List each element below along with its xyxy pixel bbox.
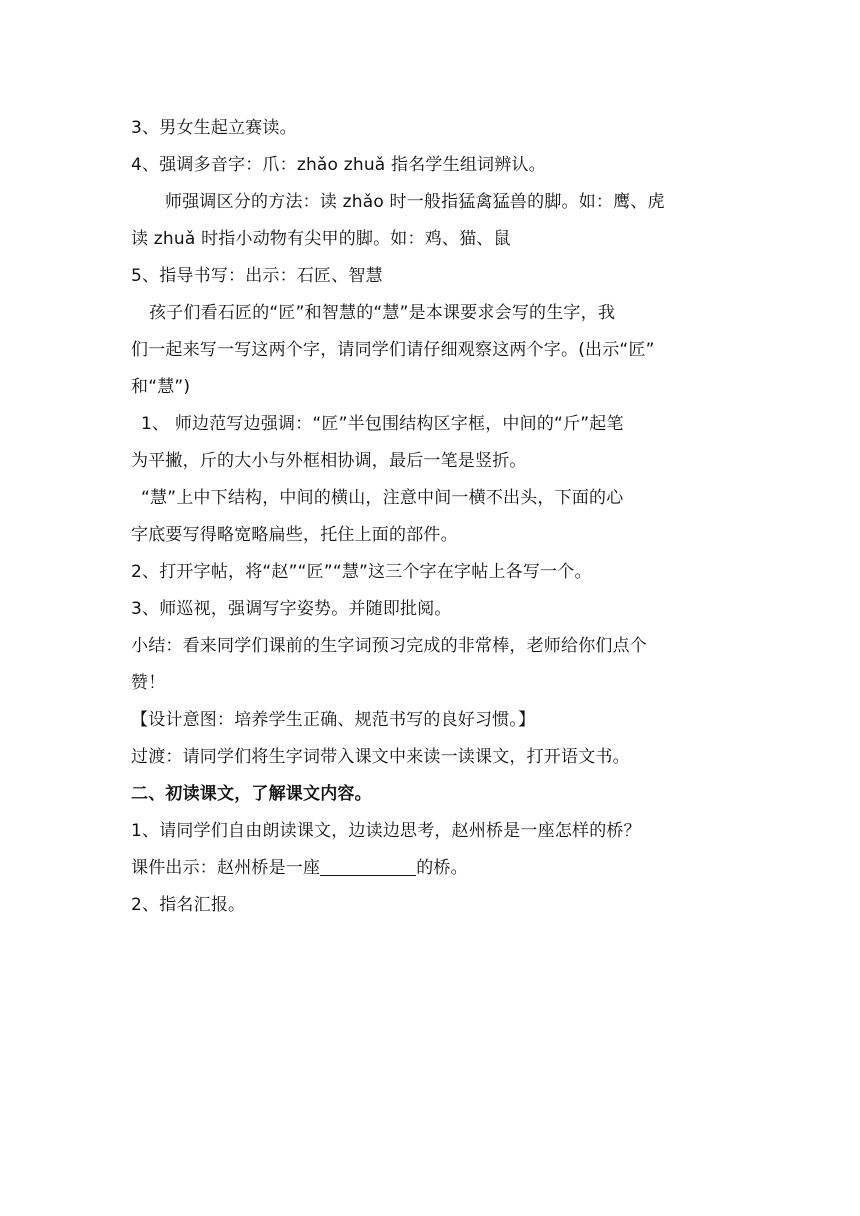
- text-line: 3、师巡视，强调写字姿势。并随即批阅。: [131, 599, 452, 619]
- text-line: 赞！: [131, 673, 166, 693]
- text-line: 小结：看来同学们课前的生字词预习完成的非常棒，老师给你们点个: [131, 636, 647, 656]
- text-line: 1、请同学们自由朗读课文，边读边思考，赵州桥是一座怎样的桥？: [131, 821, 641, 841]
- text-line: 们一起来写一写这两个字，请同学们请仔细观察这两个字。(出示“匠”: [131, 340, 655, 360]
- text-line: “慧”上中下结构，中间的横山，注意中间一横不出头，下面的心: [141, 488, 624, 508]
- text-line: 读 zhuǎ 时指小动物有尖甲的脚。如：鸡、猫、鼠: [131, 229, 511, 249]
- text-line: 5、指导书写：出示：石匠、智慧: [131, 266, 383, 286]
- fill-in-blank: [320, 855, 416, 876]
- text-line: 1、 师边范写边强调：“匠”半包围结构区字框，中间的“斤”起笔: [141, 414, 624, 434]
- fill-in-line: [131, 850, 741, 887]
- text-line: 和“慧”): [131, 377, 191, 397]
- text-line: 【设计意图：培养学生正确、规范书写的良好习惯。】: [131, 710, 536, 730]
- text-line: 3、男女生起立赛读。: [131, 118, 297, 138]
- text-line: 字底要写得略宽略扁些，托住上面的部件。: [131, 525, 458, 545]
- text-line: 过渡：请同学们将生字词带入课文中来读一读课文，打开语文书。: [131, 747, 630, 767]
- document-page: [131, 110, 741, 924]
- section-heading: 二、初读课文，了解课文内容。: [131, 784, 372, 804]
- text-line: 2、打开字帖，将“赵”“匠”“慧”这三个字在字帖上各写一个。: [131, 562, 592, 582]
- text-line: 4、强调多音字：爪：zhǎo zhuǎ 指名学生组词辨认。: [131, 155, 546, 175]
- text-line: 师强调区分的方法：读 zhǎo 时一般指猛禽猛兽的脚。如：鹰、虎: [165, 192, 665, 212]
- text-line: 孩子们看石匠的“匠”和智慧的“慧”是本课要求会写的生字，我: [149, 303, 616, 323]
- text-line: 为平撇，斤的大小与外框相协调，最后一笔是竖折。: [131, 451, 527, 471]
- fill-in-prefix: 课件出示：赵州桥是一座: [131, 858, 321, 878]
- text-line: 2、指名汇报。: [131, 895, 246, 915]
- fill-in-suffix: 的桥。: [416, 858, 468, 878]
